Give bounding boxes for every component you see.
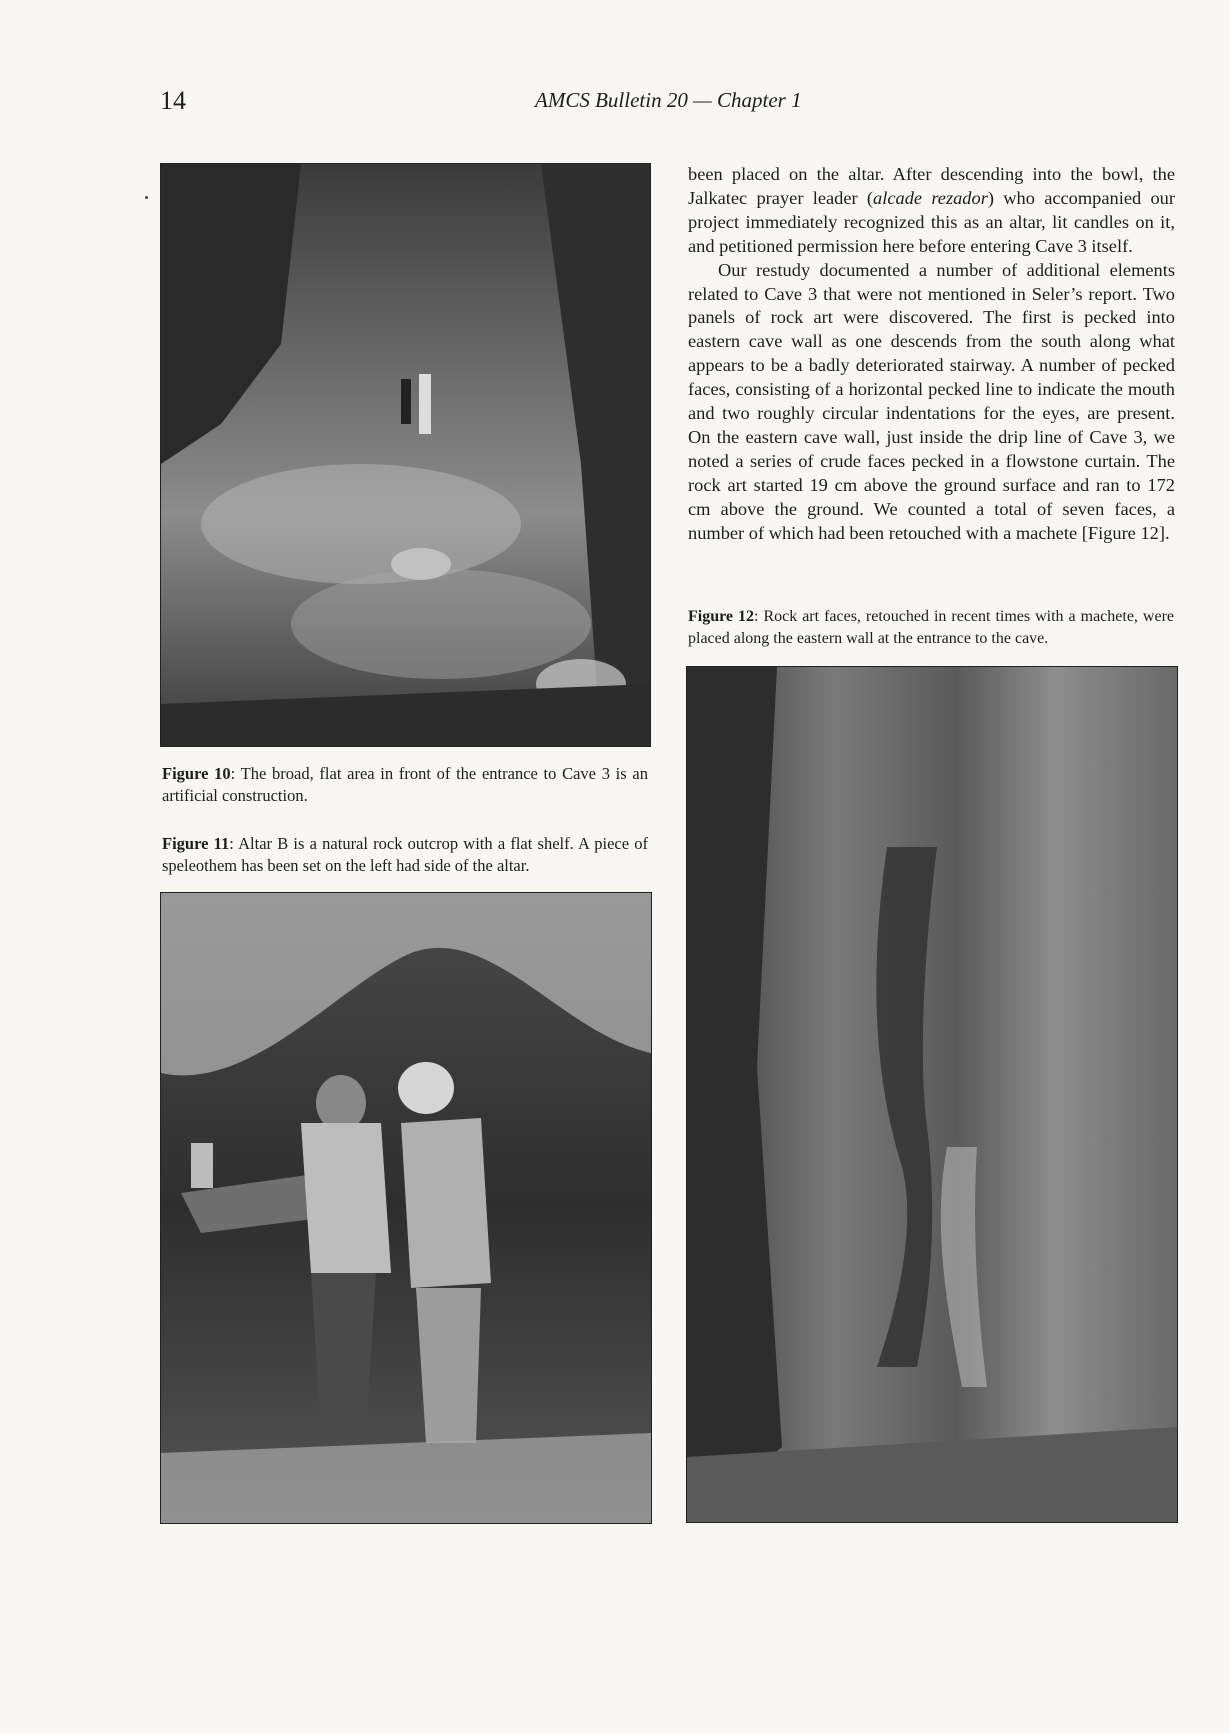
paragraph-1	[688, 163, 1175, 259]
scan-speck	[145, 196, 148, 199]
figure-12-photo	[686, 666, 1178, 1523]
paragraph-1-run-1: been placed on the altar. After descending into the bowl, the Jalkatec prayer leader (	[688, 164, 1175, 208]
paragraph-2-run-1: Our restudy documented a number of additional elements related to Cave 3 that were not mentioned in Seler’s report. Two panels of rock art were discovered. The first is pecked into eastern cave wall as one descends from the south along what appears to be a badly deteriorated stairway. A number of pecked faces, consisting of a horizontal pecked line to indicate the mouth and two roughly circular indentations for the eyes, are present. On the eastern cave wall, just inside the drip line of Cave 3, we noted a series of crude faces pecked in a flowstone curtain. The rock art started 19 cm above the ground surface and ran to 172 cm above the ground. We counted a total of seven faces, a number of which had been retouched with a machete [Figure 12].	[688, 259, 1175, 543]
figure-12-caption-text: : Rock art faces, retouched in recent times with a machete, were placed along the eastern wall at the entrance to the cave.	[688, 608, 1174, 647]
page-number: 14	[160, 86, 186, 115]
figure-10-label: Figure 10	[162, 764, 231, 783]
figure-12-label: Figure 12	[688, 608, 755, 625]
body-text	[688, 163, 1175, 546]
figure-11-caption	[162, 833, 648, 877]
running-header: AMCS Bulletin 20 — Chapter 1	[535, 88, 802, 112]
figure-10-photo	[160, 163, 651, 747]
figure-12-caption	[688, 606, 1174, 650]
figure-10-caption	[162, 763, 648, 807]
figure-11-photo	[160, 892, 652, 1524]
paragraph-1-run-3: ) who accompanied our project immediately recognized this as an altar, lit candles on it, and petitioned permission here before entering Cave 3 itself.	[688, 187, 1175, 256]
figure-10-caption-text: : The broad, flat area in front of the entrance to Cave 3 is an artificial construction.	[162, 764, 648, 805]
figure-11-caption-text: : Altar B is a natural rock outcrop with a flat shelf. A piece of speleothem has been set on the left had side of the altar.	[162, 834, 648, 875]
figure-11-label: Figure 11	[162, 834, 230, 853]
paragraph-1-italic-term: alcade rezador	[873, 187, 988, 208]
paragraph-2	[688, 259, 1175, 546]
